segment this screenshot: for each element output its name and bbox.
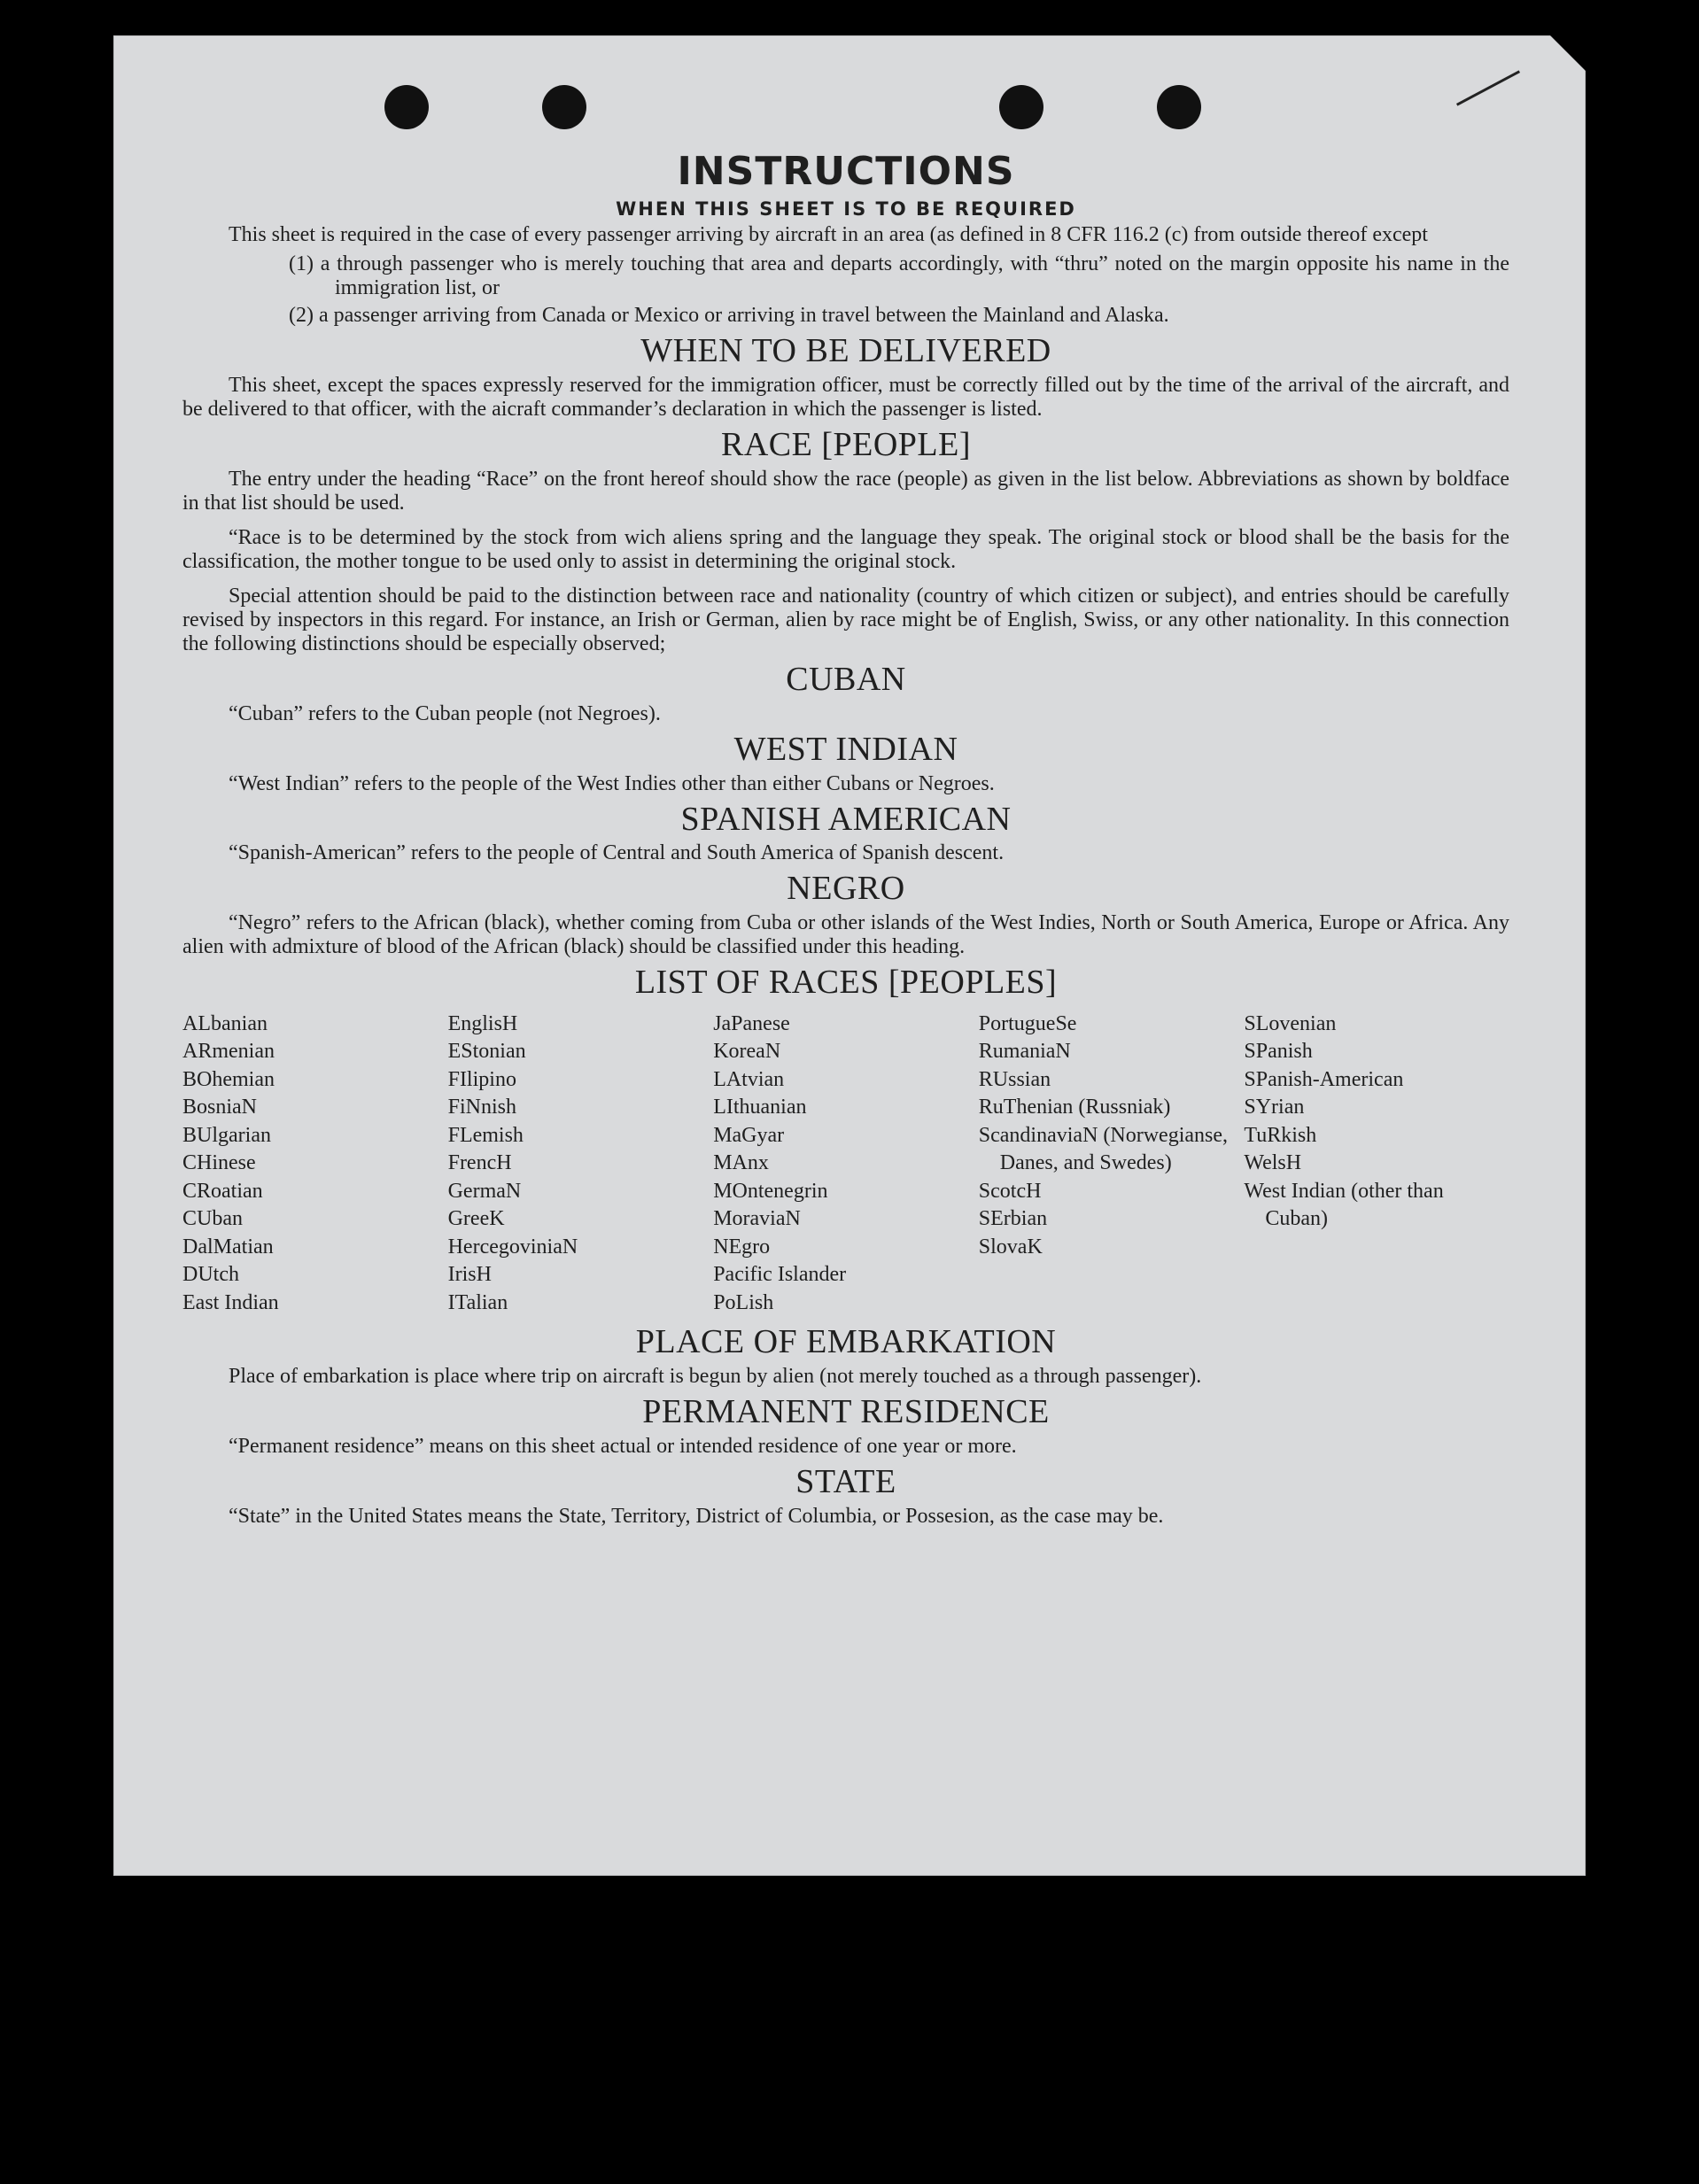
race-item: ARmenian bbox=[182, 1040, 275, 1064]
spanish-american-paragraph: “Spanish-American” refers to the people of Central and South America of Spanish descent. bbox=[229, 841, 1005, 865]
corner-fold bbox=[1548, 34, 1587, 73]
race-item: FLemish bbox=[447, 1123, 524, 1147]
race-item: SPanish bbox=[1244, 1040, 1313, 1064]
exception-item: (2) a passenger arriving from Canada or Mexico or arriving in travel between the Mainland and Alaska. bbox=[289, 304, 1169, 328]
race-item: East Indian bbox=[182, 1290, 279, 1314]
residence-paragraph: “Permanent residence” means on this sheet actual or intended residence of one year or more. bbox=[229, 1435, 1017, 1459]
race-item: GreeK bbox=[447, 1207, 505, 1231]
section-heading: RACE [PEOPLE] bbox=[721, 426, 971, 464]
race-column bbox=[448, 1011, 714, 1318]
race-item: CHinese bbox=[182, 1151, 256, 1175]
page-title: INSTRUCTIONS bbox=[677, 149, 1015, 194]
section-heading: CUBAN bbox=[786, 660, 906, 698]
race-item: PortugueSe bbox=[978, 1011, 1077, 1035]
race-column bbox=[713, 1011, 979, 1318]
race-item: FrencH bbox=[447, 1151, 512, 1175]
race-item: BUlgarian bbox=[182, 1123, 271, 1147]
negro-paragraph: “Negro” refers to the African (black), whether coming from Cuba or other islands of the West Indies, North or South America, Europe or Africa. Any alien with admixture of blood of the African (black) should be classified under this heading. bbox=[182, 911, 1509, 959]
race-paragraph: The entry under the heading “Race” on the front hereof should show the race (people) as given in the list below. Abbreviations as shown by boldface in that list should be used. bbox=[182, 467, 1509, 515]
race-item: ScotcH bbox=[978, 1179, 1042, 1203]
race-item: ScandinaviaN (Norwegianse, Danes, and Swedes) bbox=[978, 1123, 1229, 1175]
race-item: DUtch bbox=[182, 1263, 239, 1287]
section-heading: LIST OF RACES [PEOPLES] bbox=[634, 964, 1058, 1002]
race-item: NEgro bbox=[713, 1235, 771, 1259]
race-item: DalMatian bbox=[182, 1235, 274, 1259]
race-column bbox=[1244, 1011, 1509, 1318]
delivered-paragraph: This sheet, except the spaces expressly reserved for the immigration officer, must be correctly filled out by the time of the arrival of the aircraft, and be delivered to that officer, with the aicraft commander’s declaration in which the passenger is listed. bbox=[182, 374, 1509, 422]
race-item: IrisH bbox=[447, 1263, 492, 1287]
race-item: SErbian bbox=[978, 1207, 1048, 1231]
race-item: HercegoviniaN bbox=[447, 1235, 578, 1259]
race-item: FiNnish bbox=[447, 1096, 516, 1119]
race-item: Pacific Islander bbox=[713, 1263, 847, 1287]
race-item: LAtvian bbox=[713, 1067, 785, 1091]
section-heading: WEST INDIAN bbox=[733, 730, 958, 768]
punch-hole-icon bbox=[1157, 85, 1201, 129]
race-item: SlovaK bbox=[978, 1235, 1043, 1259]
section-subtitle: WHEN THIS SHEET IS TO BE REQUIRED bbox=[616, 198, 1076, 221]
intro-paragraph: This sheet is required in the case of every passenger arriving by aircraft in an area (as defined in 8 CFR 116.2 (c) from outside thereof except bbox=[229, 223, 1428, 247]
race-item: EnglisH bbox=[447, 1011, 518, 1035]
race-item: MOntenegrin bbox=[713, 1179, 828, 1203]
race-item: CRoatian bbox=[182, 1179, 263, 1203]
race-column bbox=[182, 1011, 448, 1318]
race-item: KoreaN bbox=[713, 1040, 781, 1064]
exception-item: (1) a through passenger who is merely touching that area and departs accordingly, with “thru” noted on the margin opposite his name in the immigration list, or bbox=[289, 252, 1509, 300]
race-item: TuRkish bbox=[1244, 1123, 1317, 1147]
section-heading: PLACE OF EMBARKATION bbox=[635, 1323, 1057, 1361]
race-item: FIlipino bbox=[447, 1067, 516, 1091]
race-item: PoLish bbox=[713, 1290, 774, 1314]
punch-hole-icon bbox=[384, 85, 429, 129]
race-item: MAnx bbox=[713, 1151, 769, 1175]
race-item: BOhemian bbox=[182, 1067, 275, 1091]
race-item: MoraviaN bbox=[713, 1207, 801, 1231]
pen-tick-mark bbox=[1456, 70, 1520, 105]
embarkation-paragraph: Place of embarkation is place where trip on aircraft is begun by alien (not merely touched as a through passenger). bbox=[229, 1365, 1202, 1389]
west-indian-paragraph: “West Indian” refers to the people of the West Indies other than either Cubans or Negroes. bbox=[229, 771, 995, 795]
race-item: RUssian bbox=[978, 1067, 1051, 1091]
race-item: EStonian bbox=[447, 1040, 526, 1064]
race-item: BosniaN bbox=[182, 1096, 257, 1119]
race-column bbox=[979, 1011, 1245, 1318]
race-paragraph: Special attention should be paid to the distinction between race and nationality (country of which citizen or subject), and entries should be carefully revised by inspectors in this regard. For instance, an Irish or German, alien by race might be of English, Swiss, or any other nationality. In this connection the following distinctions should be especially observed; bbox=[182, 584, 1509, 655]
race-item: GermaN bbox=[447, 1179, 522, 1203]
race-item: JaPanese bbox=[713, 1011, 790, 1035]
document-page bbox=[113, 35, 1586, 1876]
document-content bbox=[182, 151, 1509, 1529]
section-heading: NEGRO bbox=[787, 870, 905, 908]
race-paragraph: “Race is to be determined by the stock from wich aliens spring and the language they speak. The original stock or blood shall be the basis for the classification, the mother tongue to be used only to assist in determining the original stock. bbox=[182, 525, 1509, 573]
race-list bbox=[182, 1011, 1509, 1318]
exceptions-list bbox=[289, 252, 1509, 328]
race-item: ITalian bbox=[447, 1290, 508, 1314]
race-item: West Indian (other than Cuban) bbox=[1244, 1179, 1444, 1231]
state-paragraph: “State” in the United States means the State, Territory, District of Columbia, or Possesion, as the case may be. bbox=[229, 1504, 1164, 1528]
punch-hole-icon bbox=[542, 85, 586, 129]
race-item: RuThenian (Russniak) bbox=[978, 1096, 1171, 1119]
race-item: WelsH bbox=[1244, 1151, 1302, 1175]
race-item: CUban bbox=[182, 1207, 243, 1231]
race-item: ALbanian bbox=[182, 1011, 268, 1035]
race-item: SYrian bbox=[1244, 1096, 1305, 1119]
punch-hole-icon bbox=[999, 85, 1043, 129]
section-heading: PERMANENT RESIDENCE bbox=[642, 1393, 1050, 1431]
section-heading: WHEN TO BE DELIVERED bbox=[640, 332, 1051, 370]
race-item: MaGyar bbox=[713, 1123, 785, 1147]
section-heading: SPANISH AMERICAN bbox=[680, 800, 1012, 838]
cuban-paragraph: “Cuban” refers to the Cuban people (not Negroes). bbox=[229, 701, 661, 725]
race-item: SPanish-American bbox=[1244, 1067, 1404, 1091]
race-item: SLovenian bbox=[1244, 1011, 1337, 1035]
race-item: RumaniaN bbox=[978, 1040, 1071, 1064]
section-heading: STATE bbox=[795, 1463, 896, 1501]
race-item: LIthuanian bbox=[713, 1096, 807, 1119]
